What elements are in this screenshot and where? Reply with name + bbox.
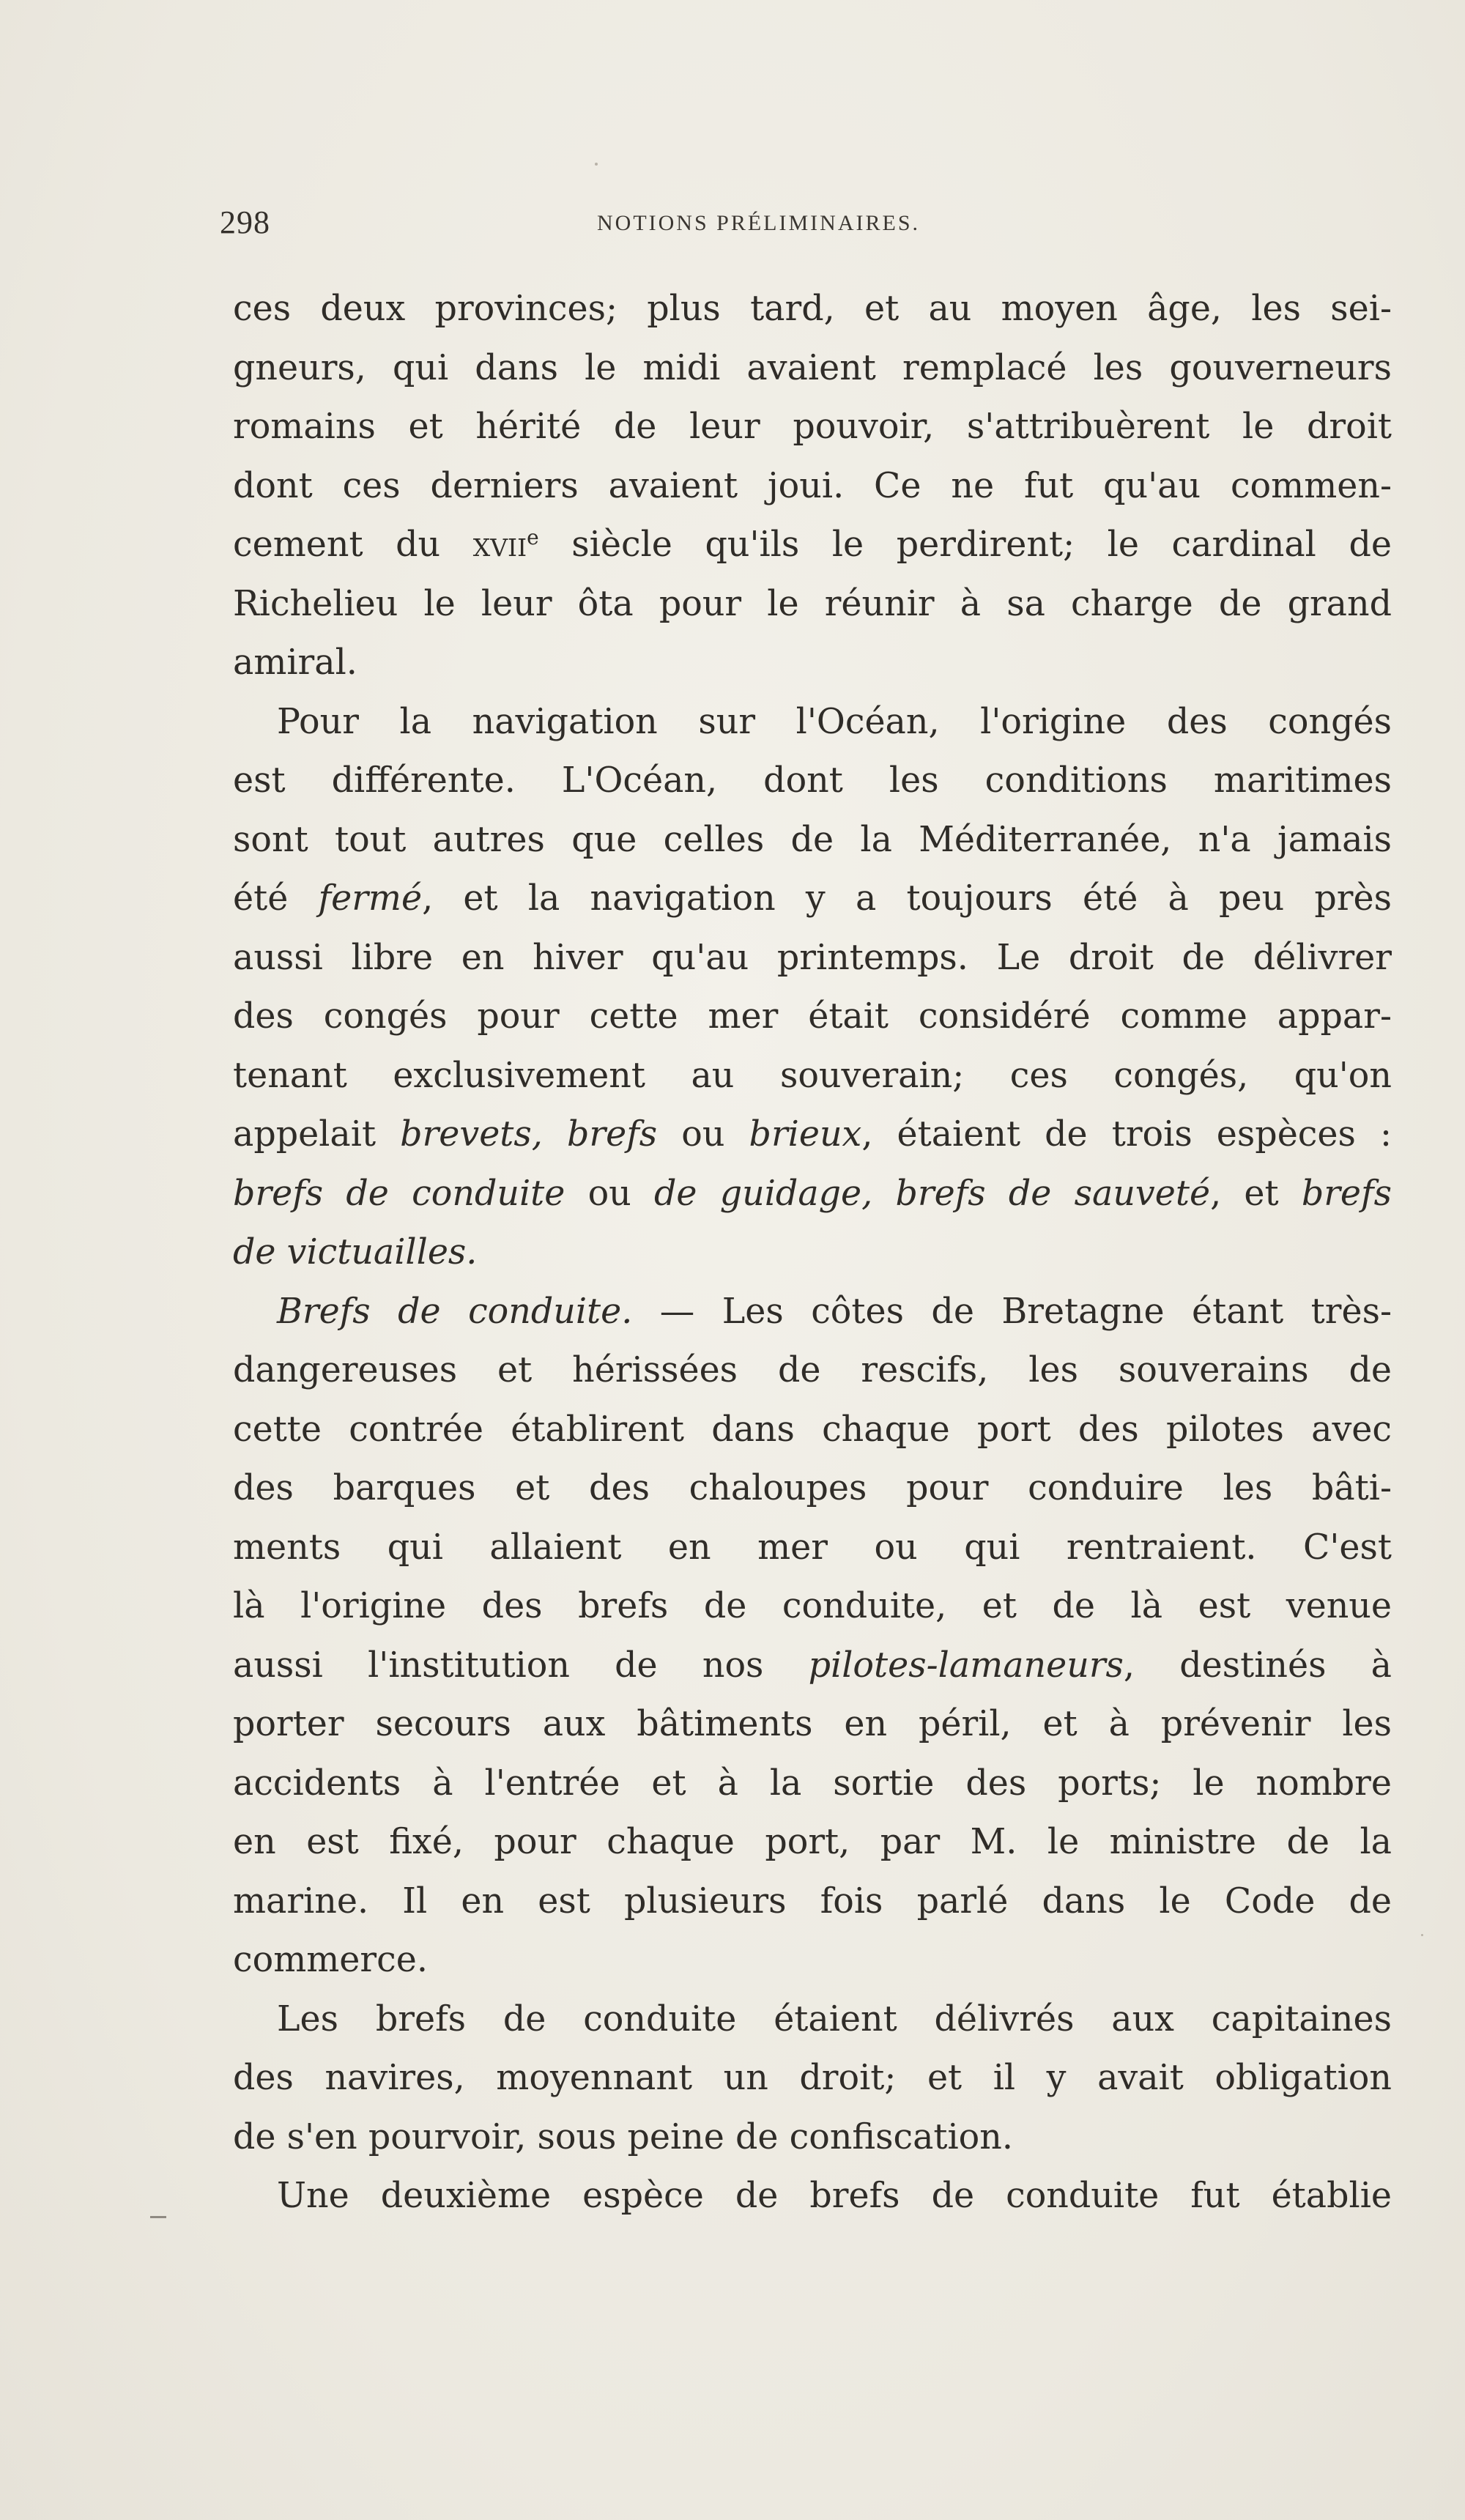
page-number: 298 — [220, 204, 270, 240]
paragraph-start: Les brefs de conduite étaient délivrés aux capitaines — [277, 1998, 1392, 2039]
text-line: cette contrée établirent dans chaque port des pilotes avec — [233, 1409, 1392, 1450]
italic-term: pilotes-lamaneurs — [808, 1645, 1124, 1686]
line-text: , étaient de trois espèces : — [861, 1114, 1392, 1155]
body-text — [233, 280, 1392, 2226]
paper-speck — [595, 163, 598, 166]
text-line: est différente. L'Océan, dont les conditions maritimes — [233, 760, 1392, 801]
running-title: NOTIONS PRÉLIMINAIRES. — [597, 211, 920, 235]
paragraph-start: Une deuxième espèce de brefs de conduite fut établie — [277, 2176, 1392, 2216]
line-text: siècle qu'ils le perdirent; le cardinal de — [538, 525, 1392, 565]
text-line: dont ces derniers avaient joui. Ce ne fut qu'au commen- — [233, 465, 1392, 506]
text-line: sont tout autres que celles de la Méditerranée, n'a jamais — [233, 819, 1392, 860]
line-text: ou — [565, 1173, 654, 1214]
line-text: cement du — [233, 525, 473, 565]
text-line: en est fixé, pour chaque port, par M. le ministre de la — [233, 1822, 1392, 1862]
text-line: tenant exclusivement au souverain; ces congés, qu'on — [233, 1055, 1392, 1096]
text-line: dangereuses et hérissées de rescifs, les souverains de — [233, 1350, 1392, 1390]
text-line: ces deux provinces; plus tard, et au moyen âge, les sei- — [233, 289, 1392, 329]
century-numeral: xvii — [472, 525, 527, 565]
line-text: , destinés à — [1123, 1645, 1392, 1686]
text-line: porter secours aux bâtiments en péril, et à prévenir les — [233, 1704, 1392, 1744]
text-line — [233, 1637, 1392, 1696]
line-text: , et — [1210, 1173, 1302, 1214]
section-heading: Brefs de conduite. — [277, 1291, 633, 1332]
text-line — [233, 1105, 1392, 1165]
italic-term: fermé — [318, 878, 423, 919]
page-header — [220, 204, 1026, 248]
text-line: amiral. — [233, 642, 357, 683]
line-text: , et la navigation y a toujours été à peu près — [422, 878, 1392, 919]
text-line: ments qui allaient en mer ou qui rentraient. C'est — [233, 1527, 1392, 1568]
text-line — [233, 870, 1392, 929]
italic-term: de victuailles. — [233, 1232, 478, 1272]
text-line — [233, 1165, 1392, 1224]
line-text: appelait — [233, 1114, 401, 1155]
italic-term: brefs — [1301, 1173, 1392, 1214]
italic-term: brieux — [749, 1114, 862, 1155]
text-line: aussi libre en hiver qu'au printemps. Le droit de délivrer — [233, 937, 1392, 978]
text-line: des navires, moyennant un droit; et il y avait obligation — [233, 2058, 1392, 2098]
text-line: de s'en pourvoir, sous peine de confiscation. — [233, 2116, 1013, 2157]
line-text: été — [233, 878, 319, 919]
line-text: ou — [657, 1114, 749, 1155]
text-line — [233, 1223, 1392, 1283]
paper-speck — [1421, 1934, 1423, 1936]
line-text: aussi l'institution de nos — [233, 1645, 809, 1686]
italic-term: brefs de conduite — [233, 1173, 565, 1214]
superscript: e — [527, 525, 539, 549]
line-text: — Les côtes de Bretagne étant très- — [632, 1291, 1392, 1332]
margin-mark — [150, 2216, 166, 2218]
text-line: romains et hérité de leur pouvoir, s'attribuèrent le droit — [233, 407, 1392, 447]
text-line: là l'origine des brefs de conduite, et de là est venue — [233, 1586, 1392, 1626]
italic-term: brevets, brefs — [400, 1114, 658, 1155]
text-line: accidents à l'entrée et à la sortie des ports; le nombre — [233, 1763, 1392, 1804]
text-line: Richelieu le leur ôta pour le réunir à sa charge de grand — [233, 583, 1392, 624]
text-line: des barques et des chaloupes pour conduire les bâti- — [233, 1468, 1392, 1508]
paragraph-start: Pour la navigation sur l'Océan, l'origine des congés — [277, 701, 1392, 742]
text-line — [233, 516, 1392, 575]
text-line: des congés pour cette mer était considéré comme appar- — [233, 996, 1392, 1037]
paragraph-start — [233, 1283, 1392, 1342]
text-line: commerce. — [233, 1940, 428, 1980]
text-line: marine. Il en est plusieurs fois parlé dans le Code de — [233, 1880, 1392, 1922]
text-line: gneurs, qui dans le midi avaient remplacé les gouverneurs — [233, 347, 1392, 388]
italic-term: de guidage, brefs de sauveté — [653, 1173, 1211, 1214]
